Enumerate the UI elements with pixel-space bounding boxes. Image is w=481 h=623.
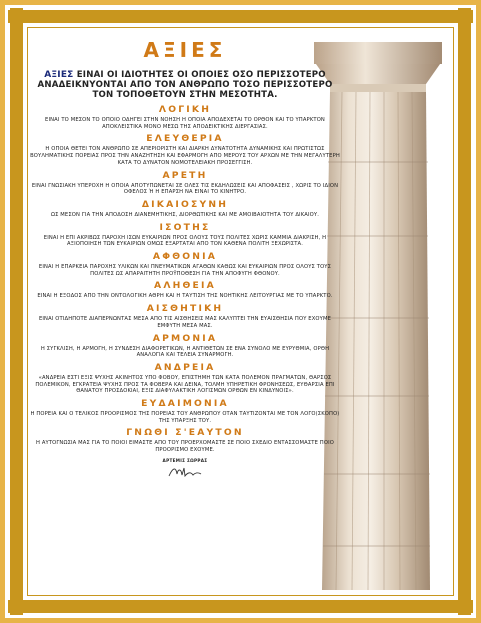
section-heading: ΓΝΩΘΙ Σ'ΕΑΥΤΟΝ	[126, 427, 244, 439]
page-title: ΑΞΙΕΣ	[143, 38, 227, 62]
section-heading: ΕΛΕΥΘΕΡΙΑ	[146, 133, 224, 145]
intro-text: ΕΙΝΑΙ ΟΙ ΙΔΙΟΤΗΤΕΣ ΟΙ ΟΠΟΙΕΣ ΟΣΟ ΠΕΡΙΣΣΟΤΕΡΟ ΑΝΑΔΕΙΚΝΥΟΝΤΑΙ ΑΠΟ ΤΟΝ ΑΝΘΡΩΠΟ ΤΟΣΟ ΠΕΡΙΣΣΟΤΕΡΟ ΤΟΝ ΤΟΠΟΘΕΤΟΥΝ ΣΤΗΝ ΜΕΣΟΤΗΤΑ.	[37, 70, 333, 100]
section-heading: ΑΙΣΘΗΤΙΚΗ	[146, 303, 224, 315]
sections-list	[30, 104, 340, 454]
intro-lead-word: ΑΞΙΕΣ	[44, 70, 74, 80]
section-heading: ΑΛΗΘΕΙΑ	[154, 280, 216, 292]
greek-key-border-left	[8, 8, 25, 615]
section-heading: ΑΡΜΟΝΙΑ	[152, 332, 218, 344]
section-heading: ΑΦΘΟΝΙΑ	[152, 251, 218, 263]
section-text: ΕΙΝΑΙ Η ΕΠΙ ΑΚΡΙΒΩΣ ΠΑΡΟΧΗ ΙΣΩΝ ΕΥΚΑΙΡΙΩΝ ΠΡΟΣ ΟΛΟΥΣ ΤΟΥΣ ΠΟΛΙΤΕΣ ΧΩΡΙΣ ΚΑΜΜΙΑ ΔΙΑΚΡΙΣΗ, Η ΑΞΙΟΠΟΙΗΣΗ ΤΩΝ ΕΥΚΑΙΡΙΩΝ ΟΜΩΣ ΕΞΑΡΤΑΤΑΙ ΑΠΟ ΤΟΝ ΚΑΘΕΝΑ ΠΟΛΙΤΗ ΞΕΧΩΡΙΣΤΑ.	[43, 234, 327, 248]
section-text: ΕΙΝΑΙ ΤΟ ΜΕΣΟΝ ΤΟ ΟΠΟΙΟ ΟΔΗΓΕΙ ΣΤΗΝ ΝΟΗΣΗ Η ΟΠΟΙΑ ΑΠΟΔΕΧΕΤΑΙ ΤΟ ΟΡΘΟΝ ΚΑΙ ΤΟ ΥΠΑΡΚΤΟΝ ΑΠΟΚΛΕΙΣΤΙΚΑ ΜΟΝΟ ΜΕΣΩ ΤΗΣ ΑΠΟΔΕΙΚΤΙΚΗΣ ΔΙΕΡΓΑΣΙΑΣ.	[45, 117, 325, 130]
section-heading: ΛΟΓΙΚΗ	[158, 104, 212, 115]
greek-key-border-right	[456, 8, 473, 615]
section-text: Η ΣΥΓΚΛΙΣΗ, Η ΑΡΜΟΓΗ, Η ΣΥΝΔΕΣΗ ΔΙΑΦΟΡΕΤΙΚΩΝ, Η ΑΝΤΙΘΕΤΩΝ ΣΕ ΕΝΑ ΣΥΝΟΛΟ ΜΕ ΕΥΡΥΘΜΙΑ, ΟΡΘΗ ΑΝΑΛΟΓΙΑ ΚΑΙ ΤΕΛΕΙΑ ΣΥΝΑΡΜΟΓΗ.	[40, 345, 330, 359]
section-text: Η ΟΠΟΙΑ ΘΕΤΕΙ ΤΟΝ ΑΝΘΡΩΠΟ ΣΕ ΑΠΕΡΙΟΡΙΣΤΗ ΚΑΙ ΔΙΑΡΚΗ ΔΥΝΑΤΟΤΗΤΑ ΔΥΝΑΜΙΚΗΣ ΚΑΙ ΠΡΩΤΙΣΤΩΣ ΒΟΥΛΗΜΑΤΙΚΗΣ ΠΟΡΕΙΑΣ ΠΡΟΣ ΤΗΝ ΑΝΑΖΗΤΗΣΗ ΚΑΙ ΕΦΑΡΜΟΓΗ ΑΠΟ ΜΕΡΟΥΣ ΤΟΥ ΑΡΧΩΝ ΜΕ ΤΗΝ ΜΕΓΑΛΥΤΕΡΗ ΚΑΤΑ ΤΟ ΔΥΝΑΤΟΝ ΝΟΜΟΤΕΛΕΙΑΚΗ ΠΡΟΣΕΓΓΙΣΗ.	[30, 146, 340, 166]
section-text: Η ΑΥΤΟΓΝΩΣΙΑ ΜΑΣ ΓΙΑ ΤΟ ΠΟΙΟΙ ΕΙΜΑΣΤΕ ΑΠΟ ΤΟΥ ΠΡΟΕΡΧΟΜΑΣΤΕ ΣΕ ΠΟΙΟ ΣΧΕΔΙΟ ΕΝΤΑΣΣΟΜΑΣΤΕ ΠΟΙΟ ΠΡΟΟΡΙΣΜΟ ΕΧΟΥΜΕ.	[35, 440, 335, 454]
section-text: ΩΣ ΜΕΣΟΝ ΓΙΑ ΤΗΝ ΑΠΟΔΟΣΗ ΔΙΑΝΕΜΗΤΙΚΗΣ, ΔΙΟΡΘΩΤΙΚΗΣ ΚΑΙ ΜΕ ΑΜΟΙΒΑΙΟΤΗΤΑ ΤΟΥ ΔΙΚΑΙΟΥ.	[50, 211, 320, 218]
section-heading: ΔΙΚΑΙΟΣΥΝΗ	[141, 198, 229, 210]
greek-key-border-top	[8, 8, 473, 25]
section-text: ΕΙΝΑΙ Η ΕΞΟΔΟΣ ΑΠΟ ΤΗΝ ΟΝΤΟΛΟΓΙΚΗ ΑΘΡΗ ΚΑΙ Η ΤΑΥΤΙΣΗ ΤΗΣ ΝΟΗΤΙΚΗΣ ΛΕΙΤΟΥΡΓΙΑΣ ΜΕ ΤΟ ΥΠΑΡΚΤΟ.	[37, 293, 333, 300]
section-text: Η ΠΟΡΕΙΑ ΚΑΙ Ο ΤΕΛΙΚΟΣ ΠΡΟΟΡΙΣΜΟΣ ΤΗΣ ΠΟΡΕΙΑΣ ΤΟΥ ΑΝΘΡΩΠΟΥ ΟΤΑΝ ΤΑΥΤΙΖΟΝΤΑΙ ΜΕ ΤΟΝ ΛΟΓΟ(ΣΚΟΠΟ) ΤΗΣ ΥΠΑΡΞΗΣ ΤΟΥ.	[30, 411, 340, 424]
section-heading: ΑΡΕΤΗ	[162, 169, 208, 181]
author-name: ΑΡΤΕΜΙΣ ΣΩΡΡΑΣ	[162, 457, 208, 463]
intro-paragraph	[30, 70, 340, 100]
section-heading: ΑΝΔΡΕΙΑ	[154, 361, 216, 373]
values-text-panel	[30, 32, 340, 483]
greek-key-border-bottom	[8, 598, 473, 615]
section-text: ΕΙΝΑΙ Η ΕΠΑΡΚΕΙΑ ΠΑΡΟΧΗΣ ΥΛΙΚΩΝ ΚΑΙ ΠΝΕΥΜΑΤΙΚΩΝ ΑΓΑΘΩΝ ΚΑΘΩΣ ΚΑΙ ΕΥΚΑΙΡΙΩΝ ΠΡΟΣ ΟΛΟΥΣ ΤΟΥΣ ΠΟΛΙΤΕΣ ΩΣ ΑΠΑΡΑΙΤΗΤΗ ΠΡΟΫΠΟΘΕΣΗ ΓΙΑ ΤΗΝ ΑΠΟΦΥΓΗ ΦΘΟΝΟΥ.	[38, 264, 332, 277]
signature-icon	[165, 465, 205, 479]
section-text: ΕΙΝΑΙ ΟΤΙΔΗΠΟΤΕ ΔΙΑΠΕΡΝΩΝΤΑΣ ΜΕΣΑ ΑΠΟ ΤΙΣ ΑΙΣΘΗΣΕΙΣ ΜΑΣ ΚΑΛΥΠΤΕΙ ΤΗΝ ΕΥΑΙΣΘΗΣΙΑ ΠΟΥ ΕΧΟΥΜΕ ΕΜΦΥΤΗ ΜΕΣΑ ΜΑΣ.	[38, 316, 332, 329]
section-text: «ΑΝΔΡΕΙΑ ΕΣΤΙ ΕΞΙΣ ΨΥΧΗΣ ΑΚΙΝΗΤΟΣ ΥΠΟ ΦΟΒΟΥ, ΕΠΙΣΤΗΜΗ ΤΩΝ ΚΑΤΑ ΠΟΛΕΜΟΝ ΠΡΑΓΜΑΤΩΝ, ΘΑΡΣΟΣ ΠΟΛΕΜΙΚΟΝ, ΕΓΚΡΑΤΕΙΑ ΨΥΧΗΣ ΠΡΟΣ ΤΑ ΦΟΒΕΡΑ ΚΑΙ ΔΕΙΝΑ, ΤΟΛΜΗ ΥΠΗΡΕΤΙΚΗ ΦΡΟΝΗΣΕΩΣ, ΕΥΘΑΡΣΙΑ ΕΠΙ ΘΑΝΑΤΟΥ ΠΡΟΣΔΟΚΙΑΙ, ΕΞΙΣ ΔΙΑΦΥΛΑΚΤΙΚΗ ΛΟΓΙΣΜΩΝ ΟΡΘΩΝ ΕΝ ΚΙΝΔΥΝΟΙΣ».	[35, 374, 335, 395]
section-heading: ΙΣΟΤΗΣ	[159, 221, 211, 233]
section-text: ΕΙΝΑΙ ΓΝΩΣΙΑΚΗ ΥΠΕΡΟΧΗ Η ΟΠΟΙΑ ΑΠΟΤΥΠΩΝΕΤΑΙ ΣΕ ΟΛΕΣ ΤΙΣ ΕΚΔΗΛΩΣΕΙΣ ΚΑΙ ΑΠΟΦΑΣΕΙΣ , ΧΩΡΙΣ ΤΟ ΙΔΙΟΝ ΟΦΕΛΟΣ Ή Η ΕΠΑΡΣΗ ΝΑ ΕΙΝΑΙ ΤΟ ΚΙΝΗΤΡΟ.	[31, 182, 339, 196]
section-heading: ΕΥΔΑΙΜΟΝΙΑ	[141, 398, 229, 410]
